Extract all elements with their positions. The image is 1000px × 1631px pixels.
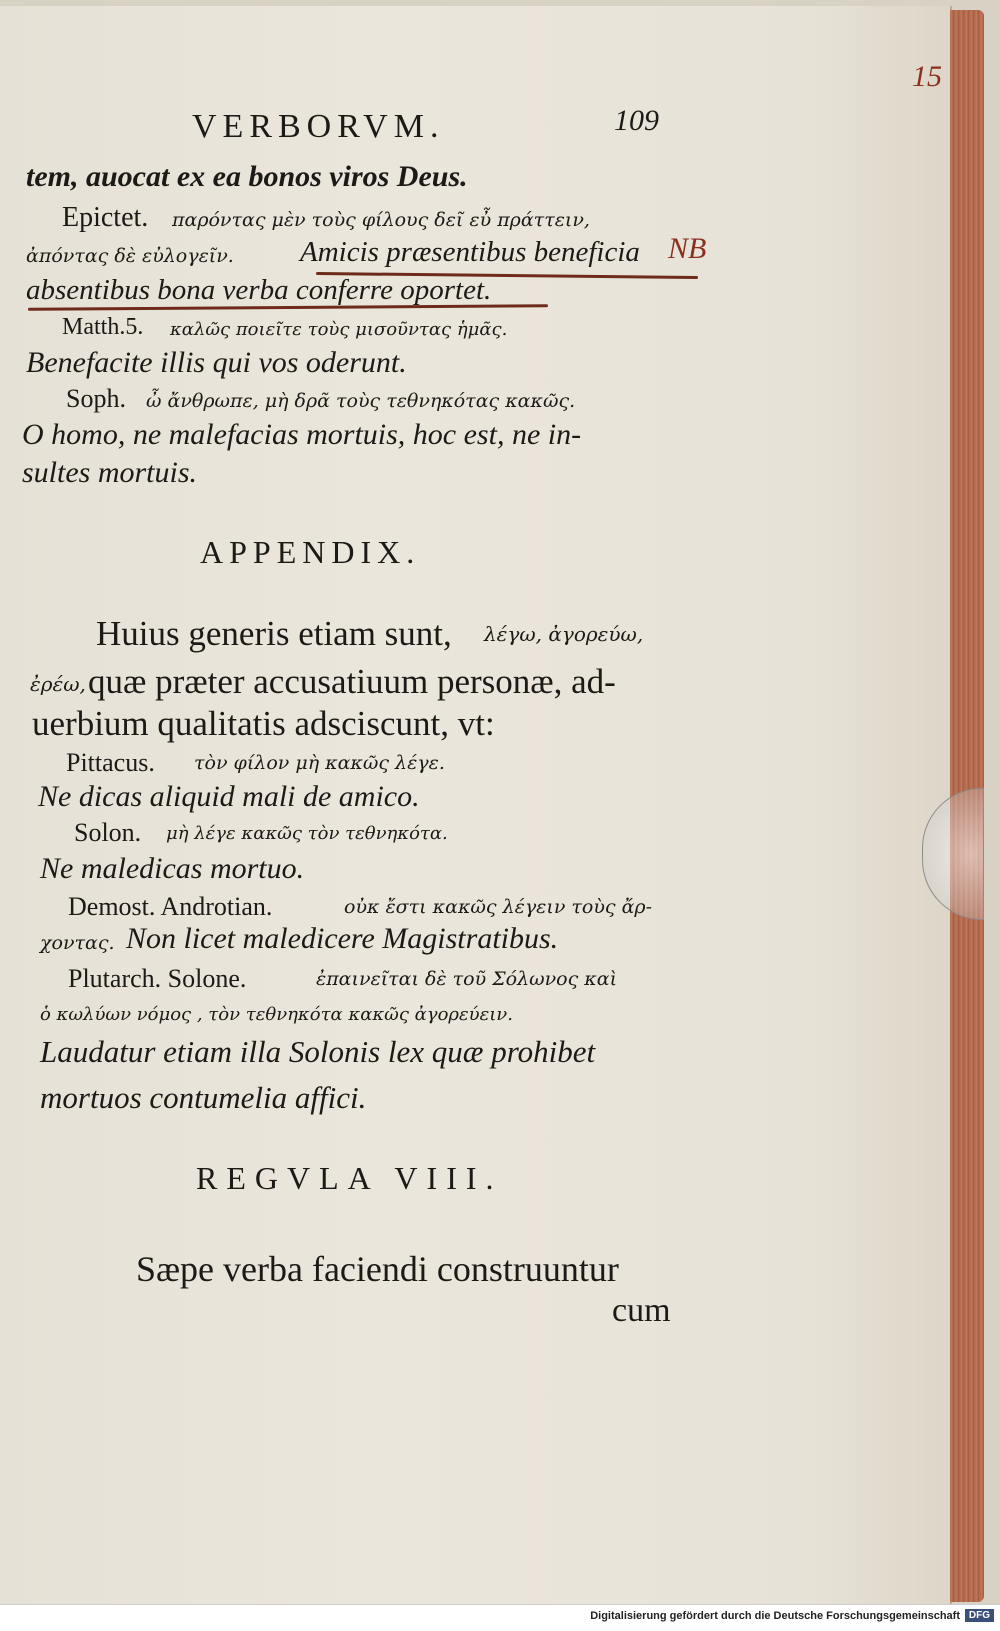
text-line: Benefacite illis qui vos oderunt. — [26, 346, 407, 379]
dfg-logo: DFG — [965, 1609, 994, 1622]
text-line: mortuos contumelia affici. — [40, 1080, 367, 1115]
running-title: VERBORVM. — [192, 108, 445, 145]
text-line: Ne maledicas mortuo. — [40, 852, 305, 885]
corner-folio-mark: 15 — [912, 60, 942, 93]
paragraph-line: Huius generis etiam sunt, — [96, 614, 452, 653]
text-line: O homo, ne malefacias mortuis, hoc est, ne in- — [22, 418, 582, 451]
greek-text: μὴ λέγε κακῶς τὸν τεθνηκότα. — [166, 823, 448, 844]
text-line: tem, auocat ex ea bonos viros Deus. — [26, 160, 468, 193]
text-line: Laudatur etiam illa Solonis lex quæ prohibet — [40, 1034, 596, 1069]
text-line: Amicis præsentibus beneficia — [300, 236, 640, 268]
paragraph-line: quæ præter accusatiuum personæ, ad- — [88, 662, 616, 701]
greek-text: ἀπόντας δὲ εὐλογεῖν. — [26, 245, 234, 267]
margin-note: NB — [668, 232, 707, 265]
paragraph-line: uerbium qualitatis adsciscunt, vt: — [32, 704, 495, 743]
greek-text: τὸν φίλον μὴ κακῶς λέγε. — [194, 752, 445, 774]
digitization-footer — [0, 1604, 1000, 1631]
footer-credit: Digitalisierung gefördert durch die Deutsche Forschungsgemeinschaft — [590, 1610, 960, 1622]
catchword: cum — [612, 1292, 671, 1329]
greek-text: καλῶς ποιεῖτε τοὺς μισοῦντας ἡμᾶς. — [170, 319, 508, 340]
citation-label: Epictet. — [62, 202, 149, 233]
text-line: absentibus bona verba conferre oportet. — [26, 274, 492, 306]
greek-text: ἐπαινεῖται δὲ τοῦ Σόλωνος καὶ — [316, 968, 618, 990]
citation-label: Soph. — [66, 384, 126, 413]
section-heading: APPENDIX. — [200, 534, 421, 570]
text-line: Ne dicas aliquid mali de amico. — [38, 780, 420, 813]
section-heading: REGVLA VIII. — [196, 1160, 503, 1196]
page-number: 109 — [614, 104, 659, 137]
greek-text: λέγω, ἀγορεύω, — [484, 622, 644, 646]
text-line: sultes mortuis. — [22, 456, 198, 489]
greek-text: οὐκ ἔστι κακῶς λέγειν τοὺς ἄρ- — [344, 896, 653, 918]
citation-label: Plutarch. Solone. — [68, 964, 247, 993]
greek-text: ὁ κωλύων νόμος , τὸν τεθνηκότα κακῶς ἀγορεύειν. — [40, 1004, 513, 1025]
text-line: Non licet maledicere Magistratibus. — [126, 922, 559, 955]
citation-label: Pittacus. — [66, 748, 155, 777]
greek-text: ὦ ἄνθρωπε, μὴ δρᾶ τοὺς τεθνηκότας κακῶς. — [146, 390, 576, 412]
greek-text: ἐρέω, — [30, 672, 86, 696]
paragraph-line: Sæpe verba faciendi construuntur — [136, 1249, 619, 1289]
citation-label: Demost. Androtian. — [68, 892, 273, 921]
citation-label: Matth.5. — [62, 314, 144, 340]
citation-label: Solon. — [74, 818, 142, 847]
greek-text: παρόντας μὲν τοὺς φίλους δεῖ εὖ πράττειν, — [172, 209, 590, 231]
greek-text: χοντας. — [40, 932, 115, 954]
